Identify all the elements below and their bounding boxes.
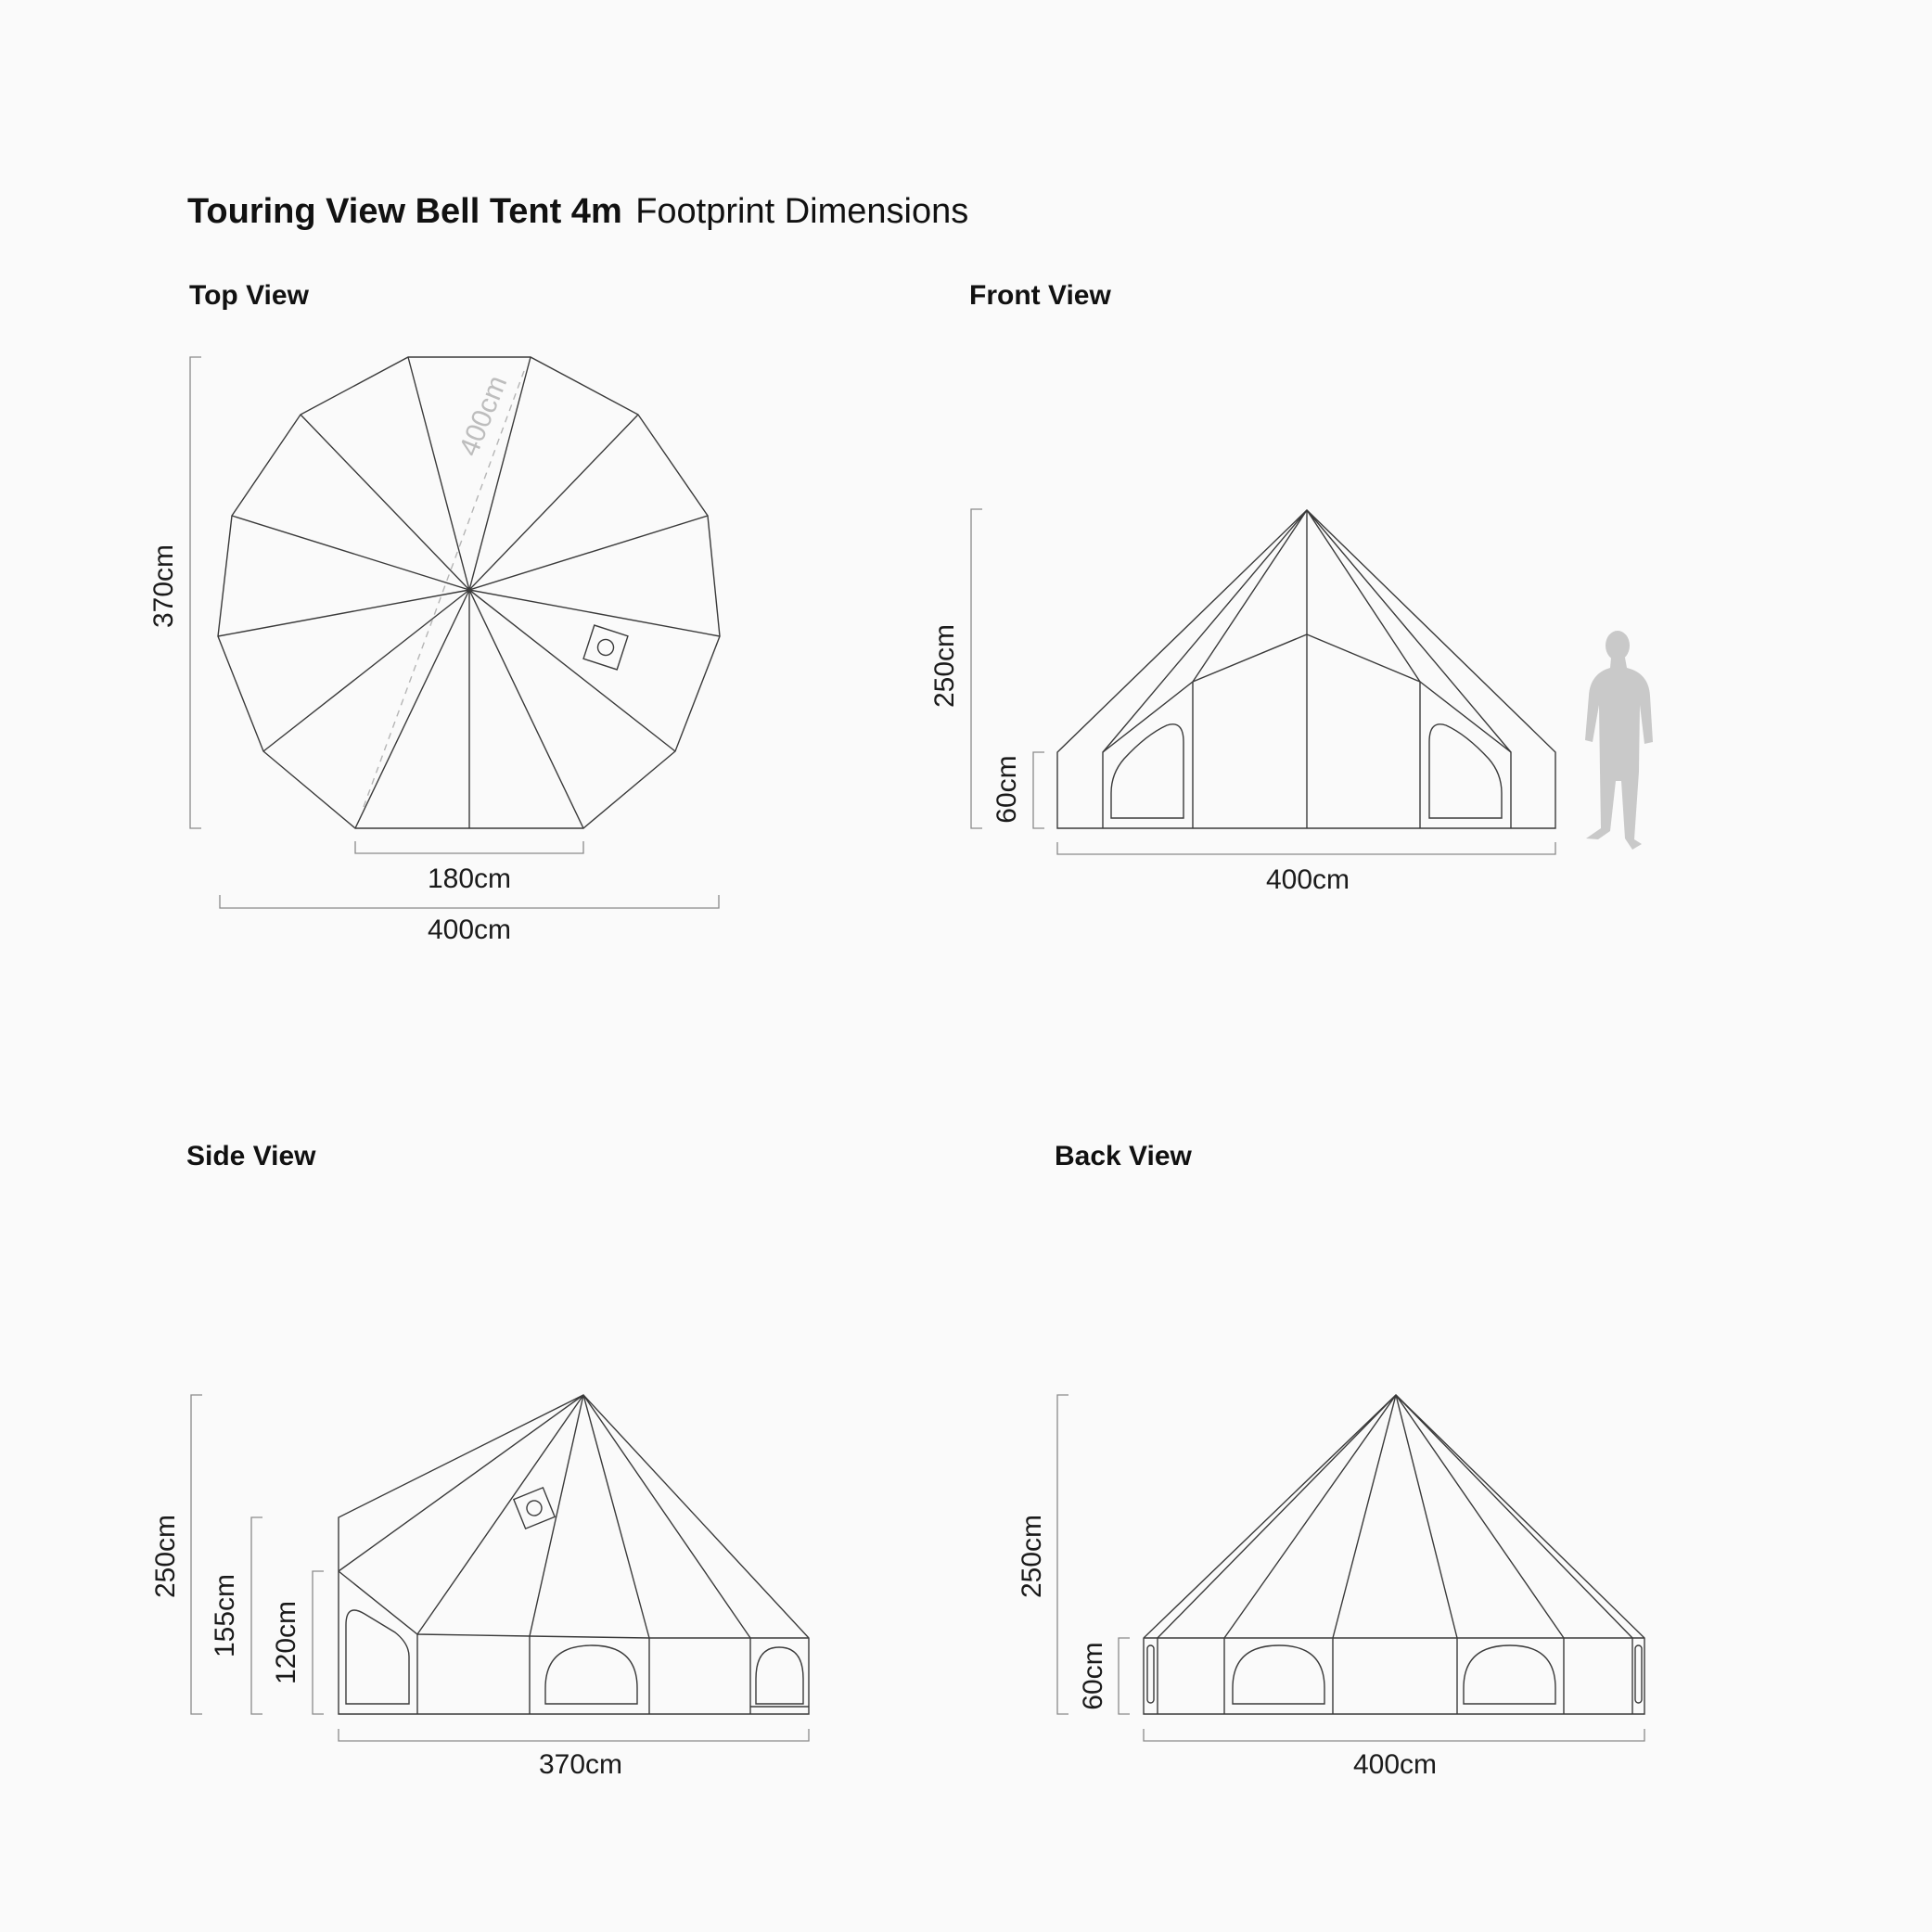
side-view-mid-label: 155cm	[210, 1573, 240, 1658]
side-view-tent	[339, 1395, 809, 1714]
back-view-height-dimension	[1057, 1395, 1068, 1714]
side-view-width-dimension	[339, 1729, 809, 1741]
front-view-heading: Front View	[969, 280, 1111, 311]
side-view-window-left	[346, 1610, 409, 1704]
top-view-stove-vent	[583, 625, 628, 670]
side-view-width-label: 370cm	[538, 1749, 623, 1780]
title-subtitle: Footprint Dimensions	[635, 192, 969, 231]
person-scale-icon	[1585, 631, 1653, 850]
back-view-window-left	[1233, 1645, 1324, 1704]
side-view-height-label: 250cm	[150, 1514, 181, 1599]
back-view-wall-dimension	[1119, 1638, 1130, 1714]
back-view-vent-right	[1635, 1645, 1642, 1703]
top-view-diagonal-label: 400cm	[454, 371, 514, 461]
side-view-mid-dimension	[251, 1517, 262, 1714]
side-view-window-center	[545, 1645, 637, 1704]
top-view-base-label: 180cm	[427, 864, 512, 894]
front-view-wall-dimension	[1033, 752, 1044, 828]
side-view-heading: Side View	[186, 1141, 316, 1171]
front-view-window-left	[1111, 724, 1184, 818]
back-view-wall-label: 60cm	[1078, 1642, 1108, 1710]
back-view-tent	[1144, 1395, 1644, 1714]
front-view-window-right	[1429, 724, 1502, 818]
back-view-height-label: 250cm	[1017, 1514, 1047, 1599]
front-view-width-dimension	[1057, 842, 1555, 854]
top-view-heading: Top View	[189, 280, 309, 311]
front-view-height-dimension	[971, 509, 982, 828]
back-view-vent-left	[1147, 1645, 1154, 1703]
side-view-low-dimension	[313, 1571, 324, 1714]
back-view-roof-seams	[1158, 1395, 1632, 1638]
top-view-height-label: 370cm	[148, 544, 179, 629]
side-view-stove-vent	[514, 1488, 555, 1529]
front-view-width-label: 400cm	[1265, 864, 1350, 895]
front-view-wall-label: 60cm	[992, 755, 1022, 824]
front-view-height-label: 250cm	[929, 623, 960, 709]
top-view-width-label: 400cm	[427, 915, 512, 945]
back-view-width-label: 400cm	[1352, 1749, 1438, 1780]
page-title	[187, 192, 968, 231]
back-view	[1017, 1141, 1644, 1780]
top-view-tent	[218, 357, 720, 828]
top-view-diagonal-line	[364, 371, 524, 807]
title-product: Touring View Bell Tent 4m	[187, 192, 622, 231]
back-view-outline	[1144, 1395, 1644, 1714]
top-view-height-dimension	[190, 357, 201, 828]
side-view-roof-seams	[339, 1395, 750, 1638]
side-view	[150, 1141, 809, 1780]
side-view-eave	[339, 1571, 809, 1638]
back-view-heading: Back View	[1055, 1141, 1192, 1171]
front-view	[929, 280, 1653, 895]
side-view-height-dimension	[191, 1395, 202, 1714]
back-view-window-right	[1464, 1645, 1555, 1704]
front-view-roof-seams	[1103, 510, 1511, 828]
top-view-base-dimension	[355, 841, 583, 853]
top-view	[148, 280, 720, 945]
side-view-low-label: 120cm	[271, 1600, 301, 1685]
top-view-width-dimension	[220, 895, 719, 908]
front-view-tent	[1057, 510, 1555, 828]
side-view-window-right	[756, 1647, 803, 1704]
back-view-width-dimension	[1144, 1729, 1644, 1741]
back-view-panel-seams	[1158, 1638, 1632, 1714]
